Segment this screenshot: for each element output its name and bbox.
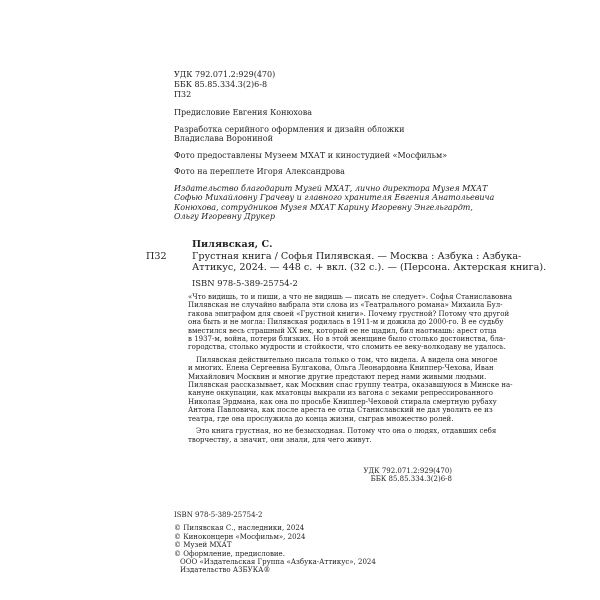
udk-code-bottom: УДК 792.071.2:929(470)	[363, 467, 452, 475]
copyright-line: ООО «Издательская Группа «Азбука-Аттикус», 2024	[180, 558, 376, 567]
annotation-paragraph	[188, 293, 513, 352]
annotation-line: вместился весь страшный XX век, который ее не щадил, бил наотмашь: арест отца	[188, 326, 497, 335]
annotation-line: и многих. Елена Сергеевна Булгакова, Ольга Леонардовна Книппер-Чехова, Иван	[188, 364, 494, 373]
catalog-entry	[146, 239, 547, 289]
acknowledgement-line: Конюхова, сотрудников Музея МХАТ Карину Игоревну Энгельгардт,	[174, 202, 473, 212]
annotation-line: Николая Эрдмана, как она по просьбе Книппер-Чеховой стирала смертную рубаху	[188, 397, 497, 406]
annotation-line: Антона Павловича, как после ареста ее отца Станиславский не дал уволить ее из	[188, 406, 493, 415]
annotation-line: Пилявская рассказывает, как Москвин спас группу театра, оказавшуюся в Минске на-	[188, 381, 513, 390]
copyright-line: © Киноконцерн «Мосфильм», 2024	[174, 532, 306, 541]
acknowledgement-line: Ольгу Игоревну Друкер	[174, 212, 275, 221]
design-credit-line1: Разработка серийного оформления и дизайн обложки	[174, 124, 405, 134]
copyright-line: Издательство АЗБУКА®	[180, 566, 271, 575]
preface-credit: Предисловие Евгения Конюхова	[174, 108, 313, 117]
catalog-entry-line1: Грустная книга / Софья Пилявская. — Москва : Азбука : Азбука-	[192, 250, 522, 262]
annotation-line: кануне оккупации, как мхатовцы выкрали из вагона с зеками репрессированного	[188, 389, 493, 398]
annotation-line: творчеству, а значит, они знали, для чего живут.	[188, 435, 372, 444]
annotation-line: «Что видишь, то и пиши, а что не видишь — писать не следует». Софья Станиславовна	[188, 293, 512, 301]
acknowledgements	[174, 184, 494, 222]
udk-code: УДК 792.071.2:929(470)	[174, 70, 276, 79]
copyright-line: © Оформление, предисловие.	[174, 549, 285, 558]
catalog-entry-line2: Аттикус, 2024. — 448 с. + вкл. (32 с.). — (Персона. Актерская книга).	[192, 262, 547, 273]
annotation-line: Пилявская действительно писала только о том, что видела. А видела она многое	[196, 355, 498, 364]
binding-photo-credit: Фото на переплете Игоря Александрова	[174, 167, 345, 176]
annotation-line: Михайлович Москвин и многие другие предстают перед нами живыми людьми.	[188, 372, 487, 381]
acknowledgement-line: Софью Михайловну Грачеву и главного хранителя Евгения Анатольевича	[174, 193, 495, 202]
catalog-author: Пилявская, С.	[192, 239, 273, 250]
author-mark: П32	[174, 90, 192, 99]
catalog-code: П32	[146, 250, 167, 262]
annotation-line: в 1937-м, война, потери близких. Но в этой женщине было столько достоинства, бла-	[188, 335, 506, 344]
copyright-isbn: ISBN 978-5-389-25754-2	[174, 511, 263, 519]
acknowledgement-line: Издательство благодарит Музей МХАТ, лично директора Музея МХАТ	[174, 183, 488, 193]
copyright-block	[174, 511, 376, 575]
annotation-line: она быть и не могла: Пилявская родилась в 1911-м и дожила до 2000-го. В ее судьбу	[188, 318, 504, 327]
annotation-line: Пилявская не случайно выбрала эти слова из «Театрального романа» Михаила Бул-	[188, 301, 503, 310]
annotation-paragraph	[188, 427, 513, 444]
bbk-code-bottom: ББК 85.85.334.3(2)6-8	[370, 475, 452, 484]
annotation-line: Это книга грустная, но не безысходная. Потому что она о людях, отдавших себя	[196, 427, 497, 436]
annotation-line: городства, столько мудрости и стойкости, что сломить ее веку-волкодаву не удалось.	[188, 343, 506, 352]
design-credit-line2: Владислава Ворониной	[174, 134, 273, 143]
top-classification	[174, 70, 275, 100]
annotation-line: театра, где она прослужила до конца жизни, сыграв множество ролей.	[188, 414, 454, 423]
copyright-line: © Пилявская С., наследники, 2024	[174, 524, 305, 533]
annotation-line: гакова эпиграфом для своей «Грустной книги». Почему грустной? Потому что другой	[188, 309, 510, 318]
bottom-classification	[352, 467, 452, 484]
copyright-line: © Музей МХАТ	[174, 541, 232, 550]
photo-credit: Фото предоставлены Музеем МХАТ и киностудией «Мосфильм»	[174, 150, 448, 160]
catalog-isbn: ISBN 978-5-389-25754-2	[192, 277, 298, 288]
bbk-code: ББК 85.85.334.3(2)6-8	[174, 79, 268, 89]
annotation	[188, 293, 513, 444]
credits	[174, 108, 494, 222]
annotation-paragraph	[188, 356, 513, 423]
